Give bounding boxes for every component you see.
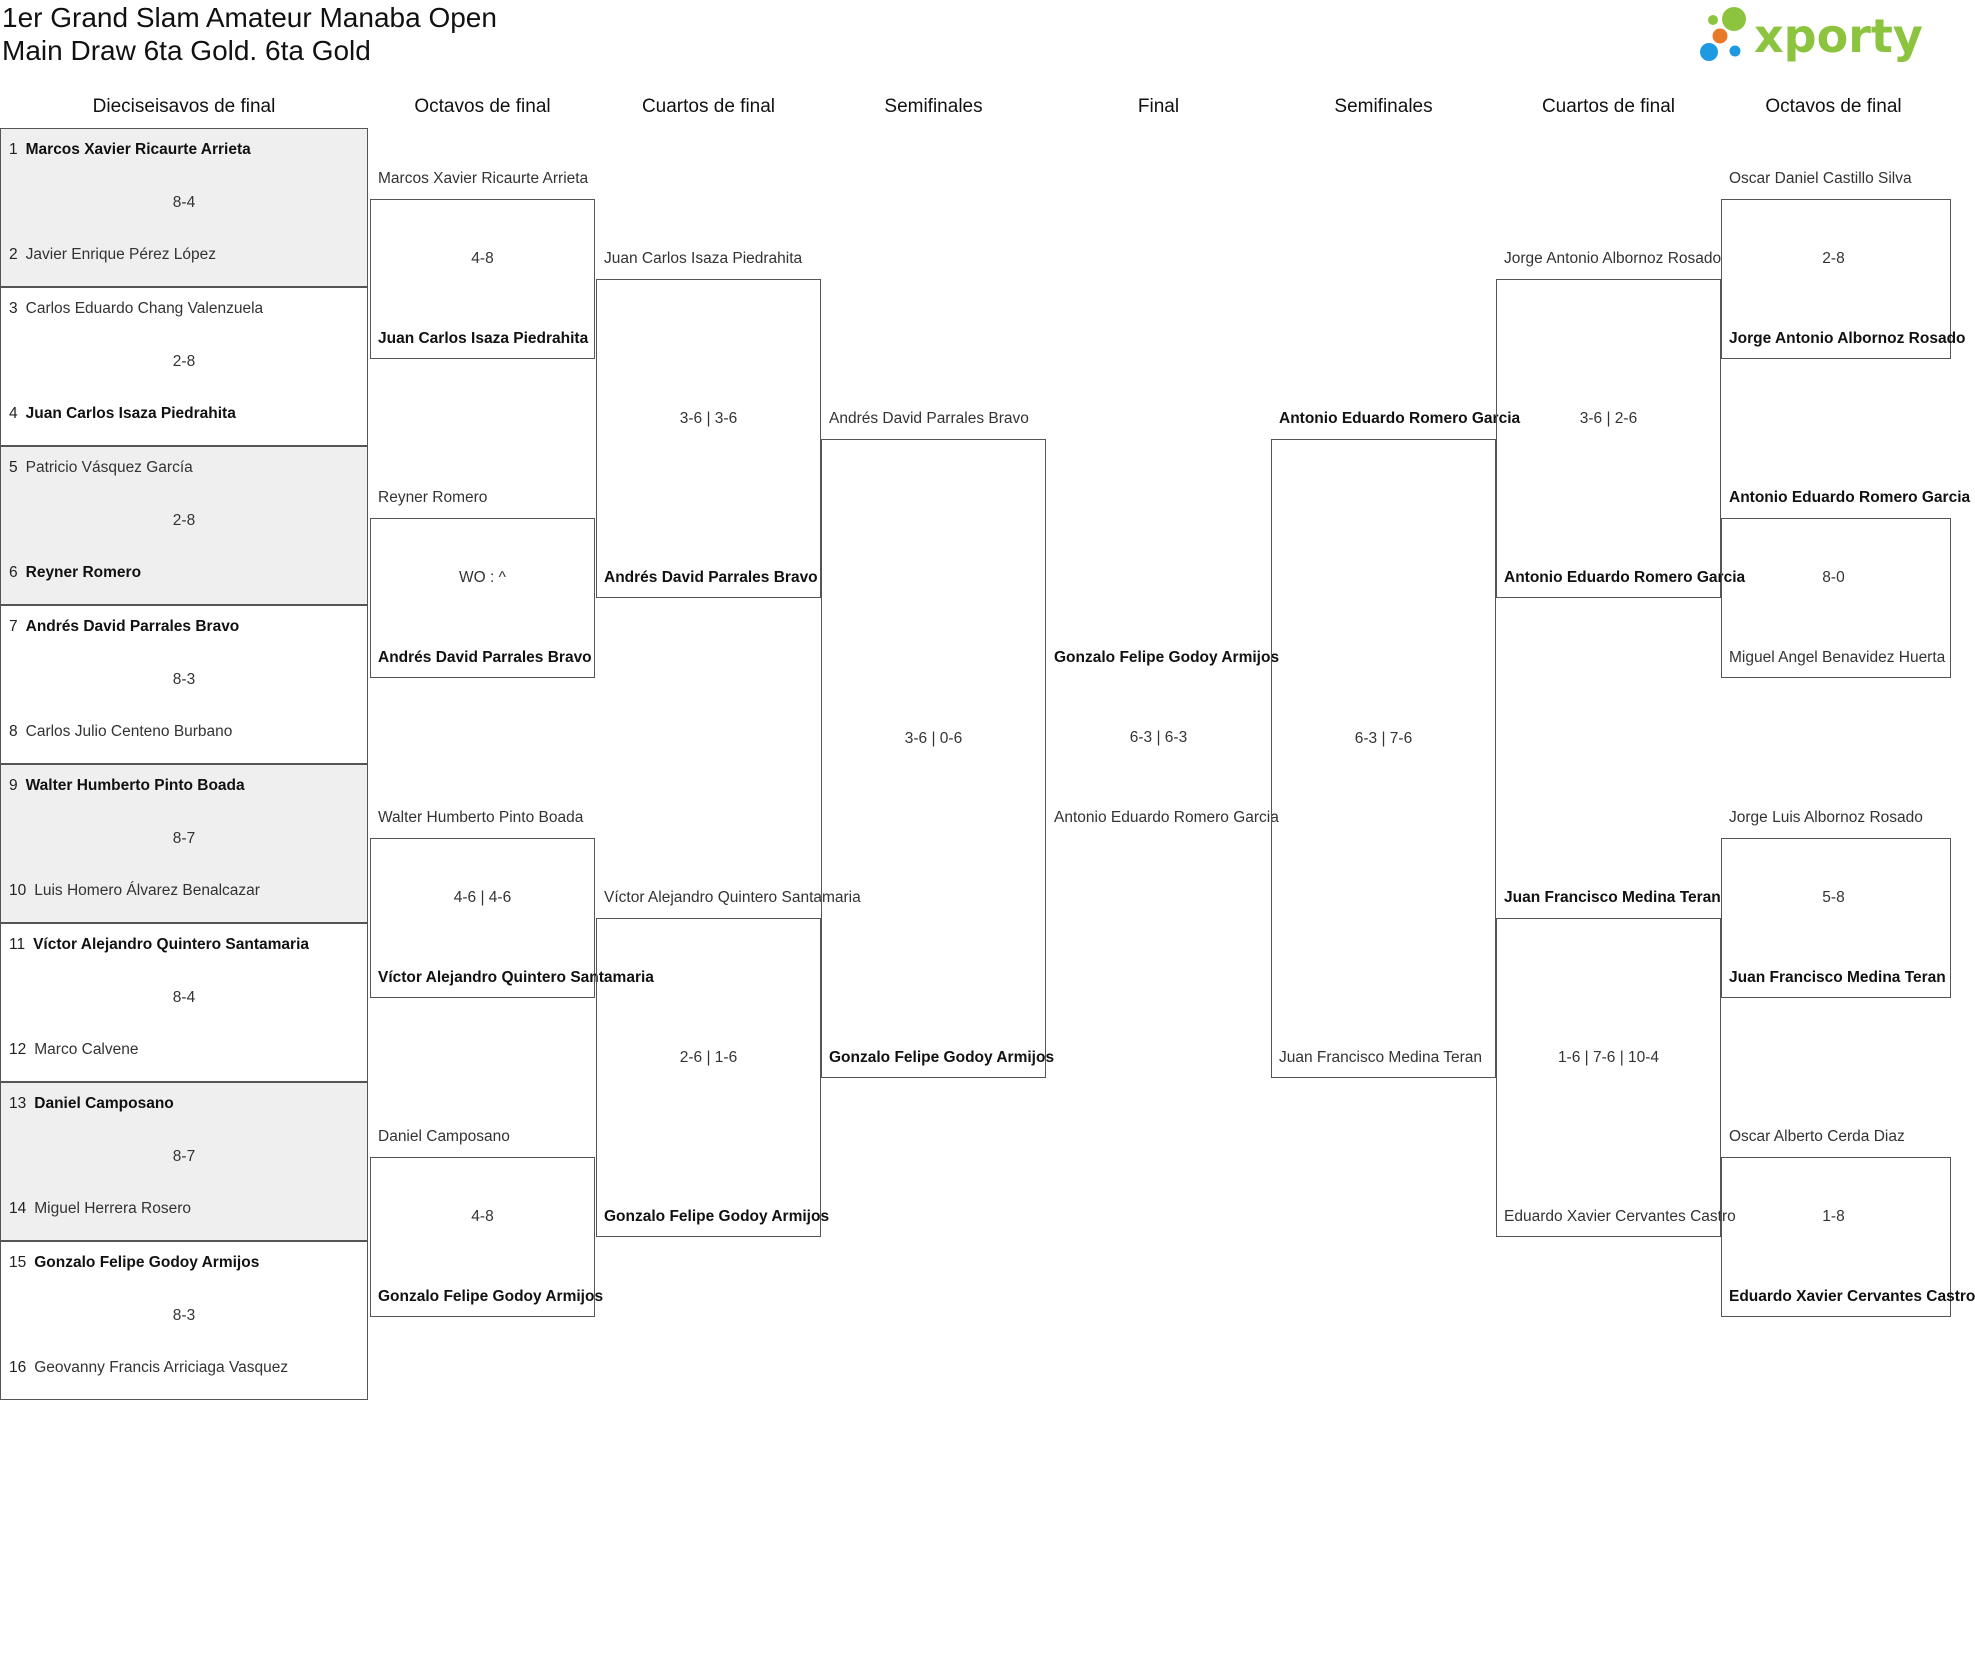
- player-name-bottom[interactable]: Juan Francisco Medina Teran: [1729, 969, 1946, 986]
- player-name[interactable]: Daniel Camposano: [34, 1095, 174, 1112]
- player-name[interactable]: Geovanny Francis Arriciaga Vasquez: [34, 1359, 289, 1376]
- player-slot[interactable]: [1, 879, 367, 903]
- player-name[interactable]: Javier Enrique Pérez López: [25, 246, 217, 263]
- r32-match: [0, 128, 368, 287]
- player-name[interactable]: Gonzalo Felipe Godoy Armijos: [34, 1254, 260, 1271]
- player-seed: 4: [9, 405, 18, 422]
- player-name-bottom[interactable]: Gonzalo Felipe Godoy Armijos: [829, 1049, 1055, 1066]
- match-score: 4-6 | 4-6: [453, 889, 512, 906]
- final-player-bottom[interactable]: Antonio Eduardo Romero Garcia: [1054, 809, 1279, 826]
- logo-dot-blue-small: [1730, 46, 1741, 57]
- player-seed: 8: [9, 723, 18, 740]
- draw-subtitle: Main Draw 6ta Gold. 6ta Gold: [2, 35, 371, 66]
- r32-match: [0, 605, 368, 764]
- match-connector: [596, 918, 830, 1237]
- match-score: 8-7: [172, 1148, 196, 1165]
- player-name-bottom[interactable]: Juan Carlos Isaza Piedrahita: [378, 330, 589, 347]
- match-score: 4-8: [471, 1208, 494, 1225]
- round-header-qf-left: Cuartos de final: [641, 96, 776, 117]
- r32-match: [0, 764, 368, 923]
- player-seed: 7: [9, 618, 18, 635]
- match-score: 8-7: [172, 830, 196, 847]
- player-slot[interactable]: [1, 1197, 367, 1221]
- match-score: 5-8: [1822, 889, 1845, 906]
- r32-match: [0, 287, 368, 446]
- player-name-bottom[interactable]: Gonzalo Felipe Godoy Armijos: [604, 1208, 830, 1225]
- player-slot[interactable]: [1, 402, 367, 426]
- player-name-top[interactable]: Andrés David Parrales Bravo: [829, 410, 1029, 427]
- round-header-sf-left: Semifinales: [884, 96, 983, 117]
- match-connector: [1496, 918, 1736, 1237]
- player-name-top[interactable]: Jorge Luis Albornoz Rosado: [1729, 809, 1923, 826]
- player-seed: 3: [9, 300, 18, 317]
- player-seed: 12: [9, 1041, 27, 1058]
- player-name-top[interactable]: Walter Humberto Pinto Boada: [378, 809, 584, 826]
- player-slot[interactable]: [1, 138, 367, 162]
- player-name[interactable]: Patricio Vásquez García: [25, 459, 193, 476]
- player-name-top[interactable]: Jorge Antonio Albornoz Rosado: [1504, 250, 1722, 267]
- player-seed: 9: [9, 777, 18, 794]
- player-slot[interactable]: [1, 561, 367, 585]
- player-seed: 1: [9, 141, 18, 158]
- player-slot[interactable]: [1, 933, 367, 957]
- player-slot[interactable]: [1, 774, 367, 798]
- player-seed: 11: [9, 936, 26, 953]
- round-header-r16-left: Octavos de final: [414, 96, 551, 117]
- r32-match: [0, 1241, 368, 1400]
- player-name-top[interactable]: Juan Carlos Isaza Piedrahita: [604, 250, 803, 267]
- player-name[interactable]: Luis Homero Álvarez Benalcazar: [34, 882, 260, 899]
- match-score: 8-3: [172, 1307, 196, 1324]
- match-score: 2-8: [1822, 250, 1845, 267]
- round-header-r32: Dieciseisavos de final: [92, 96, 276, 117]
- player-name[interactable]: Miguel Herrera Rosero: [34, 1200, 192, 1217]
- player-seed: 2: [9, 246, 18, 263]
- player-name[interactable]: Carlos Eduardo Chang Valenzuela: [25, 300, 264, 317]
- player-name[interactable]: Carlos Julio Centeno Burbano: [25, 723, 233, 740]
- match-score: 6-3 | 7-6: [1354, 729, 1413, 747]
- player-name-bottom[interactable]: Andrés David Parrales Bravo: [378, 649, 592, 666]
- player-slot[interactable]: [1, 243, 367, 267]
- r32-match: [0, 446, 368, 605]
- match-score: 1-6 | 7-6 | 10-4: [1557, 1048, 1660, 1066]
- player-name-top[interactable]: Marcos Xavier Ricaurte Arrieta: [378, 170, 589, 187]
- match-score: 2-8: [172, 512, 196, 529]
- match-score: 3-6 | 0-6: [904, 729, 963, 747]
- player-name[interactable]: Reyner Romero: [25, 564, 142, 581]
- player-name-bottom[interactable]: Eduardo Xavier Cervantes Castro: [1504, 1208, 1736, 1225]
- match-connector: [596, 279, 821, 598]
- player-name-top[interactable]: Antonio Eduardo Romero Garcia: [1279, 410, 1521, 427]
- player-name-bottom[interactable]: Gonzalo Felipe Godoy Armijos: [378, 1288, 604, 1305]
- player-name-top[interactable]: Juan Francisco Medina Teran: [1504, 889, 1721, 906]
- final-score: 6-3 | 6-3: [1129, 729, 1188, 746]
- match-score: 8-4: [172, 989, 196, 1006]
- player-name[interactable]: Marcos Xavier Ricaurte Arrieta: [25, 141, 251, 158]
- player-name[interactable]: Víctor Alejandro Quintero Santamaria: [33, 936, 309, 953]
- player-name-top[interactable]: Daniel Camposano: [378, 1128, 510, 1145]
- player-seed: 13: [9, 1095, 27, 1112]
- player-name-top[interactable]: Oscar Alberto Cerda Diaz: [1729, 1128, 1905, 1145]
- match-connector: [821, 439, 1055, 1078]
- player-name[interactable]: Marco Calvene: [34, 1041, 139, 1058]
- player-seed: 15: [9, 1254, 27, 1271]
- round-header-r16-right: Octavos de final: [1765, 96, 1902, 117]
- player-name-bottom[interactable]: Andrés David Parrales Bravo: [604, 569, 818, 586]
- player-name-bottom[interactable]: Juan Francisco Medina Teran: [1279, 1049, 1483, 1066]
- match-score: 2-8: [172, 353, 196, 370]
- logo-wordmark: xporty: [1754, 9, 1923, 63]
- player-seed: 14: [9, 1200, 27, 1217]
- match-score: 3-6 | 3-6: [679, 409, 738, 427]
- player-name-top[interactable]: Víctor Alejandro Quintero Santamaria: [604, 889, 861, 906]
- player-name-top[interactable]: Reyner Romero: [378, 489, 488, 506]
- match-score: 8-4: [172, 194, 196, 211]
- player-name-bottom[interactable]: Antonio Eduardo Romero Garcia: [1504, 569, 1746, 586]
- logo-dot-blue: [1700, 43, 1718, 61]
- player-slot[interactable]: [1, 1092, 367, 1116]
- player-seed: 10: [9, 882, 27, 899]
- player-seed: 6: [9, 564, 18, 581]
- round-header-final: Final: [1137, 96, 1180, 117]
- player-name[interactable]: Juan Carlos Isaza Piedrahita: [25, 405, 236, 422]
- player-slot[interactable]: [1, 297, 367, 321]
- match-score: 4-8: [471, 250, 494, 267]
- logo-dot-orange: [1713, 29, 1728, 44]
- round-header-sf-right: Semifinales: [1334, 96, 1433, 117]
- player-slot[interactable]: [1, 456, 367, 480]
- match-score: 8-3: [172, 671, 196, 688]
- r32-match: [0, 1082, 368, 1241]
- match-score: 3-6 | 2-6: [1579, 409, 1638, 427]
- player-seed: 16: [9, 1359, 27, 1376]
- player-name-top[interactable]: Oscar Daniel Castillo Silva: [1729, 170, 1912, 187]
- match-score: 2-6 | 1-6: [679, 1048, 738, 1066]
- player-name-bottom[interactable]: Víctor Alejandro Quintero Santamaria: [378, 969, 654, 986]
- match-connector: [1496, 279, 1746, 598]
- player-name-bottom[interactable]: Jorge Antonio Albornoz Rosado: [1729, 330, 1966, 347]
- final-player-top[interactable]: Gonzalo Felipe Godoy Armijos: [1054, 649, 1280, 666]
- player-slot[interactable]: [1, 720, 367, 744]
- match-score: WO : ^: [459, 569, 506, 586]
- player-name-bottom[interactable]: Miguel Angel Benavidez Huerta: [1729, 649, 1946, 666]
- player-name[interactable]: Andrés David Parrales Bravo: [25, 618, 240, 635]
- player-name-top[interactable]: Antonio Eduardo Romero Garcia: [1729, 489, 1971, 506]
- logo-dot-green-small: [1708, 15, 1718, 25]
- player-name[interactable]: Walter Humberto Pinto Boada: [25, 777, 245, 794]
- tournament-title: 1er Grand Slam Amateur Manaba Open: [2, 2, 497, 33]
- match-score: 8-0: [1822, 569, 1845, 586]
- player-name-bottom[interactable]: Eduardo Xavier Cervantes Castro: [1729, 1288, 1975, 1305]
- logo-dot-green-large: [1722, 7, 1746, 31]
- player-slot[interactable]: [1, 1251, 367, 1275]
- match-score: 1-8: [1822, 1208, 1845, 1225]
- player-slot[interactable]: [1, 615, 367, 639]
- round-header-qf-right: Cuartos de final: [1541, 96, 1676, 117]
- r32-match: [0, 923, 368, 1082]
- player-slot[interactable]: [1, 1038, 367, 1062]
- player-seed: 5: [9, 459, 18, 476]
- xporty-logo: [1690, 2, 1923, 68]
- match-connector: [1271, 439, 1496, 1078]
- player-slot[interactable]: [1, 1356, 367, 1380]
